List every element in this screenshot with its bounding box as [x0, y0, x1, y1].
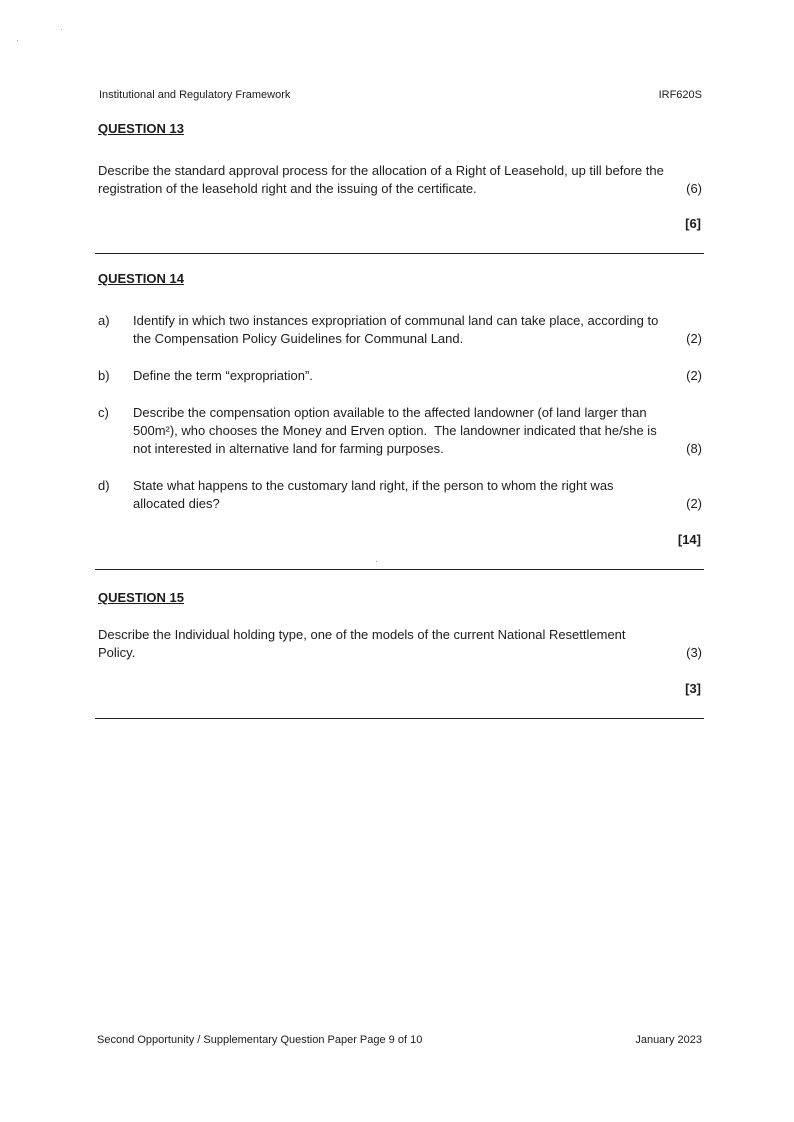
course-title: Institutional and Regulatory Framework — [99, 89, 291, 101]
question-15-title: QUESTION 15 — [98, 590, 184, 605]
question-13-text — [98, 162, 702, 198]
question-13-line-1: Describe the standard approval process for the allocation of a Right of Leasehold, up till before the — [98, 163, 664, 178]
question-15-marks: (3) — [686, 645, 702, 660]
divider-line — [95, 569, 704, 570]
question-14-part-a: a) Identify in which two instances expropriation of communal land can take place, according to the Compensation Policy Guidelines for Communal Land. (2) — [98, 313, 702, 346]
question-14-part-b: b) Define the term “expropriation”. (2) — [98, 368, 702, 383]
question-14-part-c: c) Describe the compensation option available to the affected landowner (of land larger than 500m²), who chooses the Money and Erven option. The landowner indicated that he/she is not interested in alternative land for farming purposes. (8) — [98, 405, 702, 456]
scan-speck — [376, 561, 377, 562]
question-13-title: QUESTION 13 — [98, 121, 184, 136]
scan-speck — [17, 40, 18, 41]
scan-speck — [61, 29, 62, 30]
part-marks: (2) — [686, 496, 702, 511]
question-15-text: Describe the Individual holding type, one of the models of the current National Resettlement Policy. (3) — [98, 627, 702, 660]
divider-line — [95, 253, 704, 254]
part-label: c) — [98, 405, 109, 420]
question-14-total: [14] — [677, 532, 701, 547]
question-14-part-d: d) State what happens to the customary land right, if the person to whom the right was allocated dies? (2) — [98, 478, 702, 511]
part-marks: (2) — [686, 331, 702, 346]
part-label: b) — [98, 368, 110, 383]
question-14-title: QUESTION 14 — [98, 271, 184, 286]
exam-date: January 2023 — [635, 1034, 702, 1046]
divider-line — [95, 718, 704, 719]
part-marks: (8) — [686, 441, 702, 456]
part-marks: (2) — [686, 368, 702, 383]
course-code: IRF620S — [658, 89, 702, 101]
question-13-total: [6] — [685, 216, 701, 231]
part-label: d) — [98, 478, 110, 493]
question-13-line-2: registration of the leasehold right and the issuing of the certificate. (6) — [98, 181, 702, 196]
part-label: a) — [98, 313, 110, 328]
paper-info: Second Opportunity / Supplementary Question Paper Page 9 of 10 — [97, 1034, 423, 1046]
question-15-total: [3] — [685, 681, 701, 696]
question-13-marks: (6) — [686, 181, 702, 196]
